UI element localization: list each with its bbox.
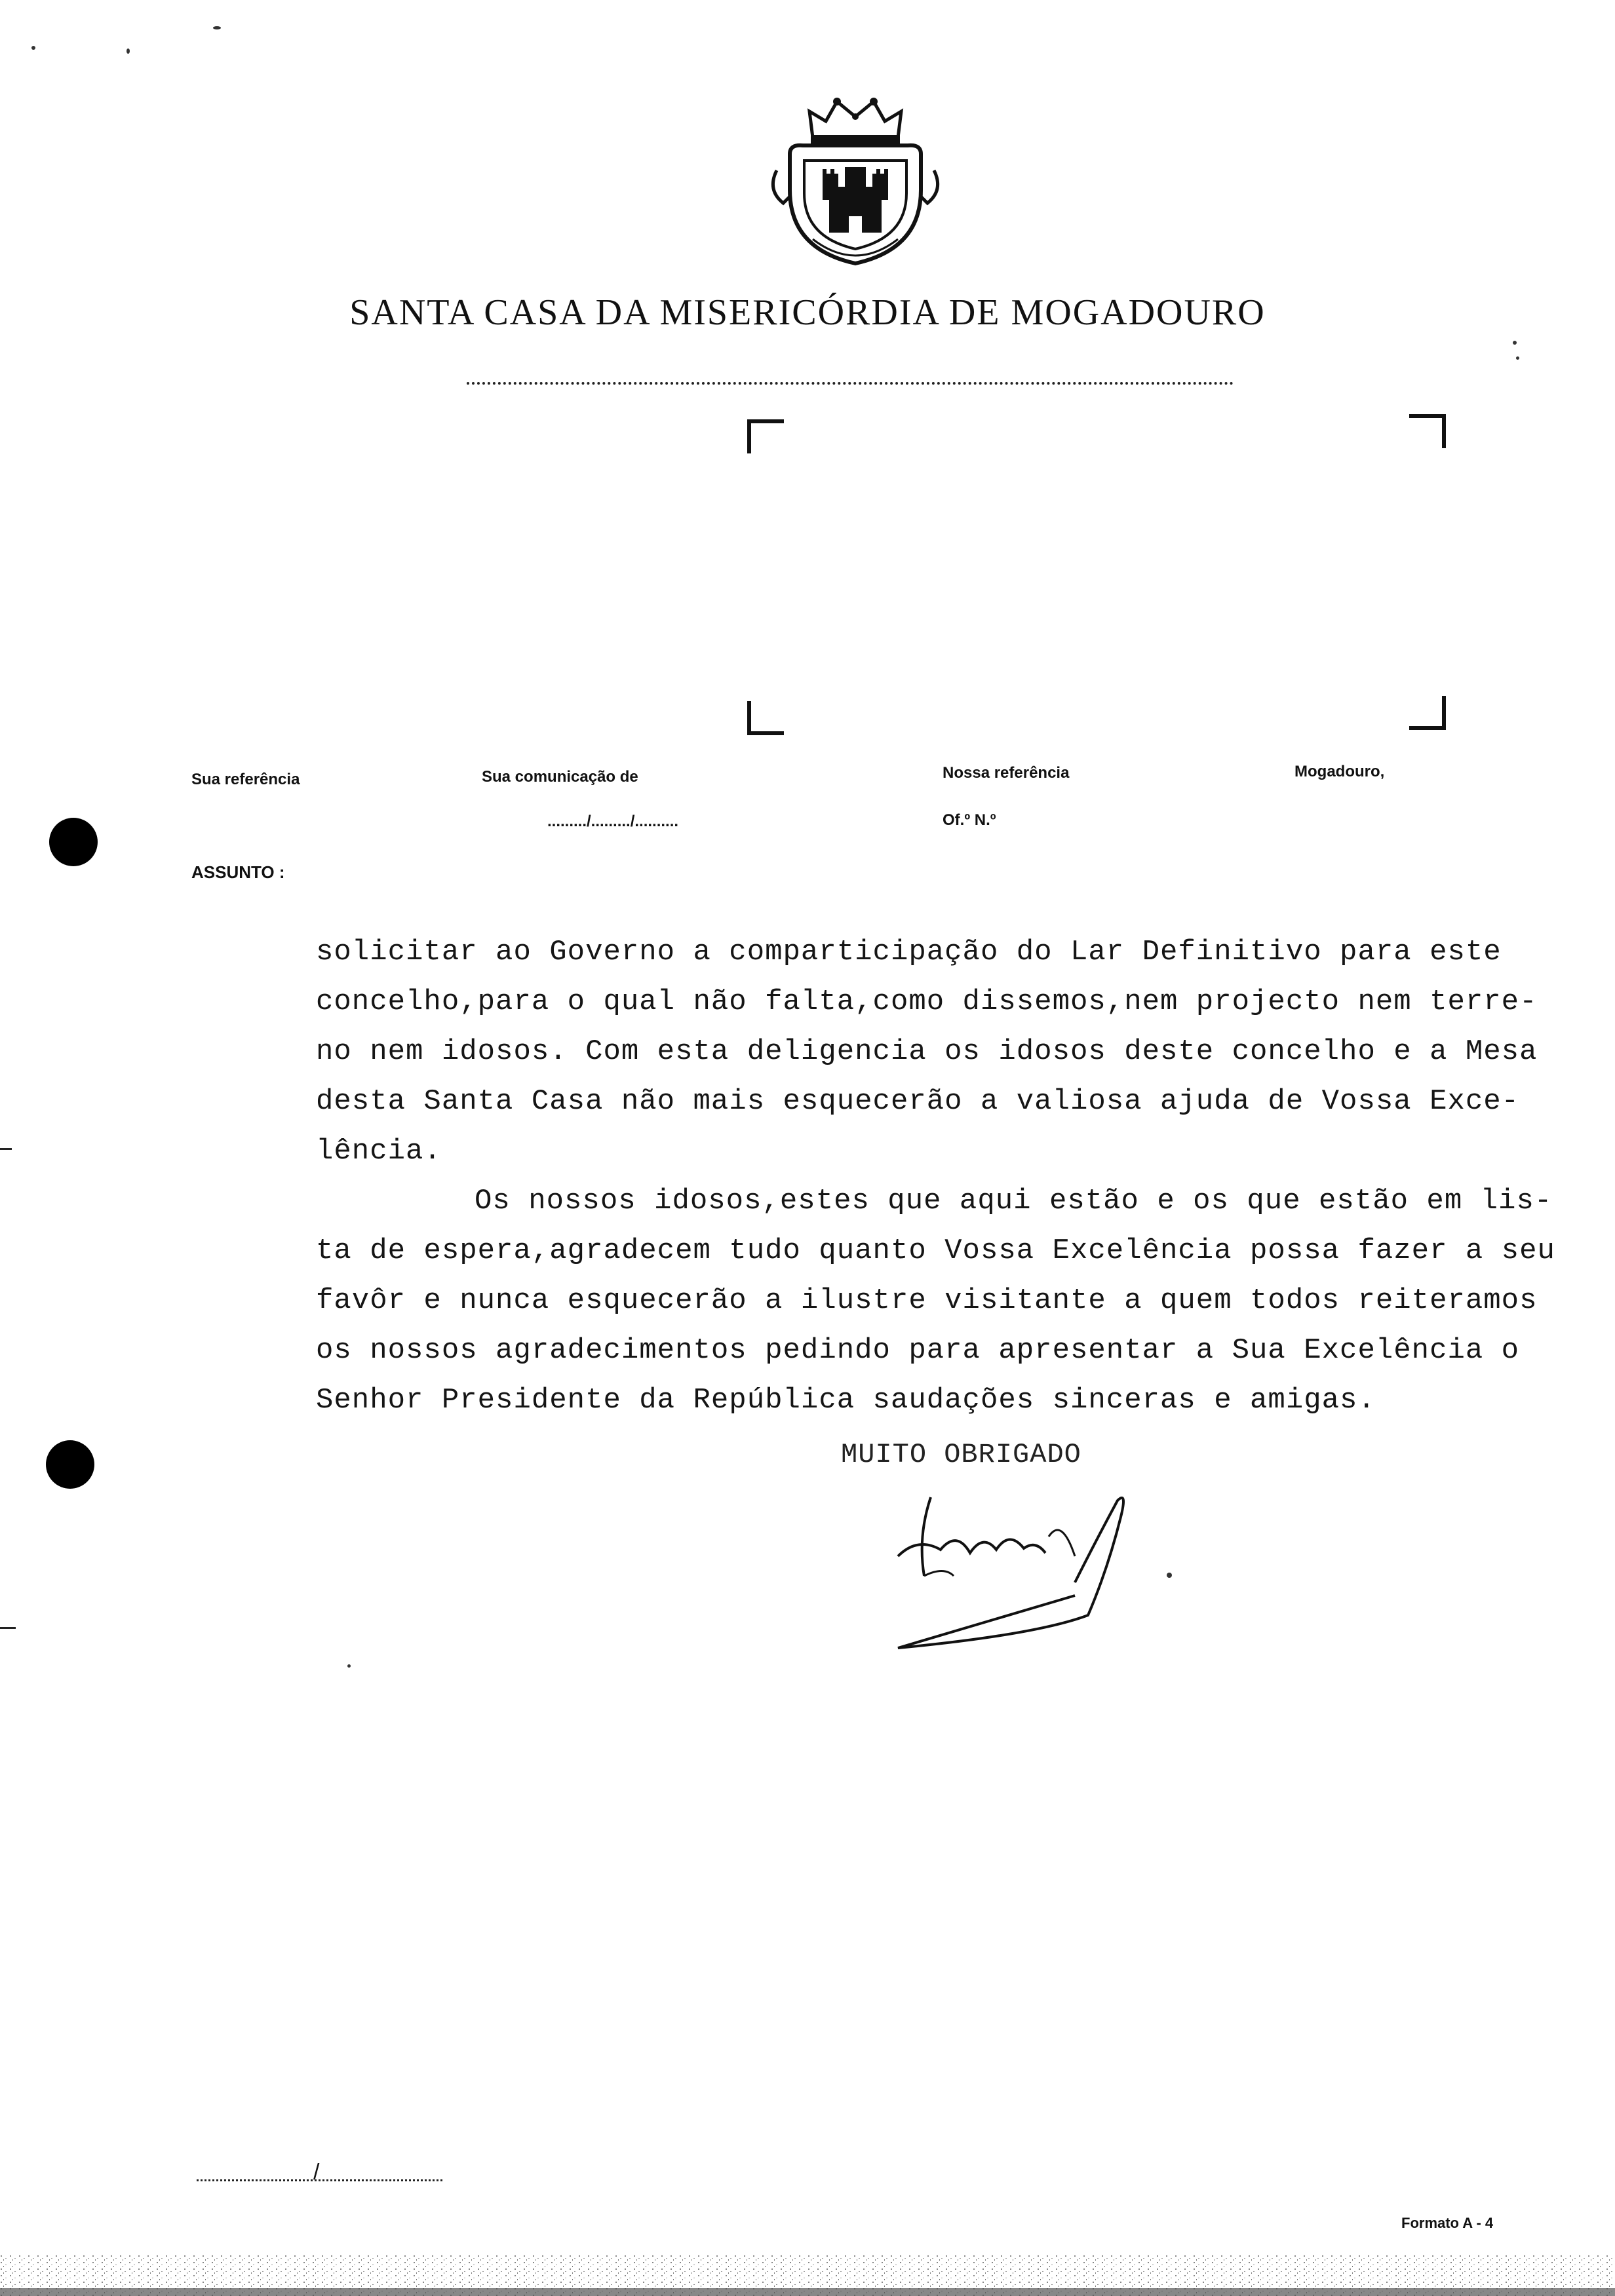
scan-speck bbox=[31, 46, 35, 50]
scan-speck bbox=[347, 1664, 351, 1668]
our-reference-label: Nossa referência bbox=[943, 764, 1070, 782]
body-line: lência. bbox=[316, 1135, 442, 1168]
footer-dotted-line bbox=[197, 2179, 442, 2181]
letter-body bbox=[316, 927, 1555, 1425]
closing-phrase: MUITO OBRIGADO bbox=[841, 1439, 1081, 1470]
subject-label: ASSUNTO : bbox=[191, 862, 285, 882]
address-window-corner-bottom-left bbox=[747, 701, 784, 735]
body-line: concelho,para o qual não falta,como dissemos,nem projecto nem terre- bbox=[316, 985, 1538, 1018]
scan-speck bbox=[1167, 1573, 1172, 1578]
margin-tick bbox=[0, 1627, 16, 1629]
body-line: solicitar ao Governo a comparticipação do Lar Definitivo para este bbox=[316, 936, 1502, 968]
your-communication-label: Sua comunicação de bbox=[482, 768, 638, 786]
scan-speck bbox=[213, 26, 221, 29]
scan-noise-band bbox=[0, 2254, 1615, 2296]
body-line: Os nossos idosos,estes que aqui estão e os que estão em lis- bbox=[475, 1185, 1553, 1217]
header-rule bbox=[467, 382, 1234, 385]
footer-slash: / bbox=[313, 2160, 320, 2185]
scan-speck bbox=[1516, 356, 1519, 360]
place-label: Mogadouro, bbox=[1294, 763, 1385, 780]
body-line: no nem idosos. Com esta deligencia os idosos deste concelho e a Mesa bbox=[316, 1035, 1538, 1068]
scan-speck bbox=[126, 48, 130, 54]
body-line: favôr e nunca esquecerão a ilustre visitante a quem todos reiteramos bbox=[316, 1284, 1538, 1317]
body-line: os nossos agradecimentos pedindo para apresentar a Sua Excelência o bbox=[316, 1334, 1520, 1367]
date-blank-field: ........./........./.......... bbox=[547, 813, 679, 830]
address-window-corner-bottom-right bbox=[1409, 696, 1446, 730]
punch-hole bbox=[46, 1440, 94, 1489]
address-window-corner-top-left bbox=[747, 419, 784, 453]
organization-name: SANTA CASA DA MISERICÓRDIA DE MOGADOURO bbox=[349, 292, 1266, 333]
coat-of-arms-icon bbox=[764, 92, 947, 269]
punch-hole bbox=[49, 818, 98, 866]
body-line: ta de espera,agradecem tudo quanto Vossa Excelência possa fazer a seu bbox=[316, 1234, 1555, 1267]
handwritten-signature-icon bbox=[878, 1478, 1134, 1661]
address-window-corner-top-right bbox=[1409, 414, 1446, 448]
paper-format-label: Formato A - 4 bbox=[1401, 2215, 1494, 2231]
scan-speck bbox=[1513, 341, 1517, 345]
body-line: desta Santa Casa não mais esquecerão a valiosa ajuda de Vossa Exce- bbox=[316, 1085, 1520, 1118]
office-number-label: Of.º N.º bbox=[943, 811, 996, 829]
body-line: Senhor Presidente da República saudações sinceras e amigas. bbox=[316, 1384, 1376, 1417]
your-reference-label: Sua referência bbox=[191, 771, 300, 788]
margin-tick bbox=[0, 1148, 12, 1150]
